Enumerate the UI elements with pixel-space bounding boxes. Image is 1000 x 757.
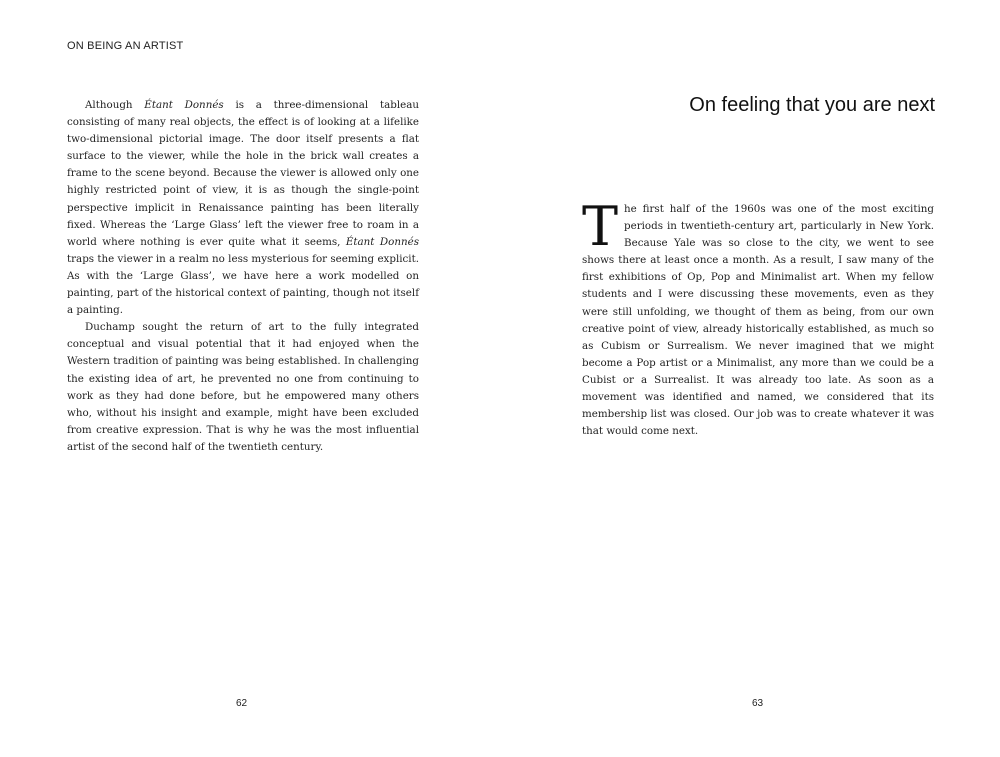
drop-cap: T [582, 195, 619, 258]
artwork-title: Étant Donnés [144, 99, 224, 111]
running-head: ON BEING AN ARTIST [67, 40, 184, 52]
body-paragraph: Duchamp sought the return of art to the fully integrated conceptual and visual potential that it had enjoyed when the Western tradition of painting was being established. In challenging the existing idea of art, he prevented no one from continuing to work as they had done before, but he empowered many others who, without his insight and example, might have been excluded from creative expression. That is why he was the most influential artist of the second half of the twentieth century. [67, 321, 419, 453]
body-paragraph [582, 195, 934, 440]
right-body-text [582, 195, 934, 440]
text-run: is a three-dimensional tableau consisting of many real objects, the effect is of looking at a lifelike two-dimensional pictorial image. The door itself presents a flat surface to the viewer, while the hole in the brick wall creates a frame to the scene beyond. Because the viewer is allowed only one highly restricted point of view, it is as though the single-point perspective implicit in Renaissance painting has been literally fixed. Whereas the ‘Large Glass’ left the viewer free to roam in a world where nothing is ever quite what it seems, [67, 99, 419, 248]
page-number: 63 [752, 698, 764, 709]
page-number: 62 [236, 698, 248, 709]
right-page [500, 0, 1000, 757]
text-run: traps the viewer in a realm no less mysterious for seeming explicit. As with the ‘Large Glass’, we have here a work modelled on painting, part of the historical context of painting, though not itself a painting. [67, 252, 420, 317]
artwork-title: Étant Donnés [345, 235, 419, 248]
left-body-text [67, 97, 419, 456]
text-run: Although [85, 99, 145, 111]
chapter-title: On feeling that you are next [689, 94, 935, 116]
text-run: he first half of the 1960s was one of the most exciting periods in twentieth-century art, particularly in New York. Because Yale was so close to the city, we went to see shows there at least once a month. As a result, I saw many of the first exhibitions of Op, Pop and Minimalist art. When my fellow students and I were discussing these movements, even as they were still unfolding, we thought of them as being, from our own creative point of view, already historically established, as much so as Cubism or Surrealism. We never imagined that we might become a Pop artist or a Minimalist, any more than we could be a Cubist or a Surrealist. It was already too late. As soon as a movement was identified and named, we considered that its membership list was closed. Our job was to create whatever it was that would come next. [582, 203, 934, 438]
body-paragraph [67, 97, 419, 319]
